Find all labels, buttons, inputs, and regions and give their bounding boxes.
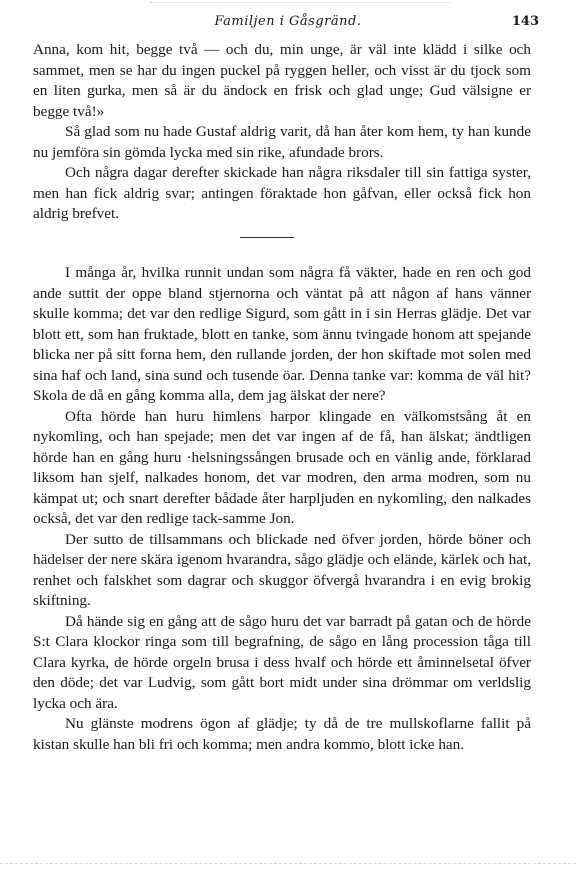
paragraph: Så glad som nu hade Gustaf aldrig varit, då han åter kom hem, ty han kunde nu jemföra sin gömda lycka med sin rike, afundade brors. bbox=[33, 123, 531, 161]
paragraph: Ofta hörde han huru himlens harpor klingade en välkomstsång åt en nykomling, och han spejade; men det var ingen af de få, han älskat; ändtligen hörde han en gång huru ·helsningssången brusade och en vänlig ande, förklarad liksom han sjelf, nalkades honom, det var modren, den arma modren, som nu kämpat ut; och snart derefter bådade åter harpljuden en nykomling, den nalkades också, det var den redlige tack-samme Jon. bbox=[33, 407, 531, 527]
page-header bbox=[0, 14, 576, 34]
page-number: 143 bbox=[511, 14, 539, 29]
section-separator-rule bbox=[240, 237, 294, 238]
text-block-upper bbox=[33, 40, 531, 225]
paragraph: Anna, kom hit, begge två — och du, min unge, är väl inte klädd i silke och sammet, men se har du ingen puckel på ryggen heller, och visst är du tjock som en liten gurka, men så är du ändock en frisk och glad unge; Gud välsigne er begge två!» bbox=[33, 41, 531, 120]
bottom-edge-rule bbox=[0, 863, 576, 864]
paragraph: I många år, hvilka runnit undan som några få väkter, hade en ren och god ande suttit der oppe bland stjernorna och väntat på att någon af hans vänner skulle komma; det var den redlige Sigurd, som gått in i sin Herras glädje. Det var blott ett, som han fruktade, blott en tanke, som ännu tvingade honom att spejande blicka ner på sitt forna hem, den rullande jorden, der hon skiftade mot solen med sina haf och land, sina sund och tusende öar. Denna tanke var: komma de väl hit? Skola de då en gång komma alla, dem jag älskat der nere? bbox=[33, 264, 531, 404]
paragraph: Då hände sig en gång att de sågo huru det var barradt på gatan och de hörde S:t Clara klockor ringa som till begrafning, de sågo en lång procession tåga till Clara kyrka, de hörde orgeln brusa i dess hvalf och hörde ett åminnelsetal öfver den döde; det var Ludvig, som gått bort midt under sina drömmar om verldslig lycka och ära. bbox=[33, 612, 531, 712]
running-title: Familjen i Gåsgränd. bbox=[214, 14, 362, 29]
text-block-lower bbox=[33, 263, 531, 755]
paragraph: Nu glänste modrens ögon af glädje; ty då de tre mullskoflarne fallit på kistan skulle han bli fri och komma; men andra kommo, blott icke han. bbox=[33, 715, 531, 753]
paragraph: Och några dagar derefter skickade han några riksdaler till sin fattiga syster, men han fick aldrig svar; antingen föraktade hon gåfvan, eller också fick hon aldrig brefvet. bbox=[33, 164, 531, 222]
paragraph: Der sutto de tillsammans och blickade ned öfver jorden, hörde böner och hädelser der nere skära igenom hvarandra, sågo glädje och elände, kärlek och hat, renhet och falskhet som dagrar och skuggor öfvergå hvarandra i en evig brokig skiftning. bbox=[33, 530, 531, 609]
top-edge-rule bbox=[150, 2, 450, 3]
